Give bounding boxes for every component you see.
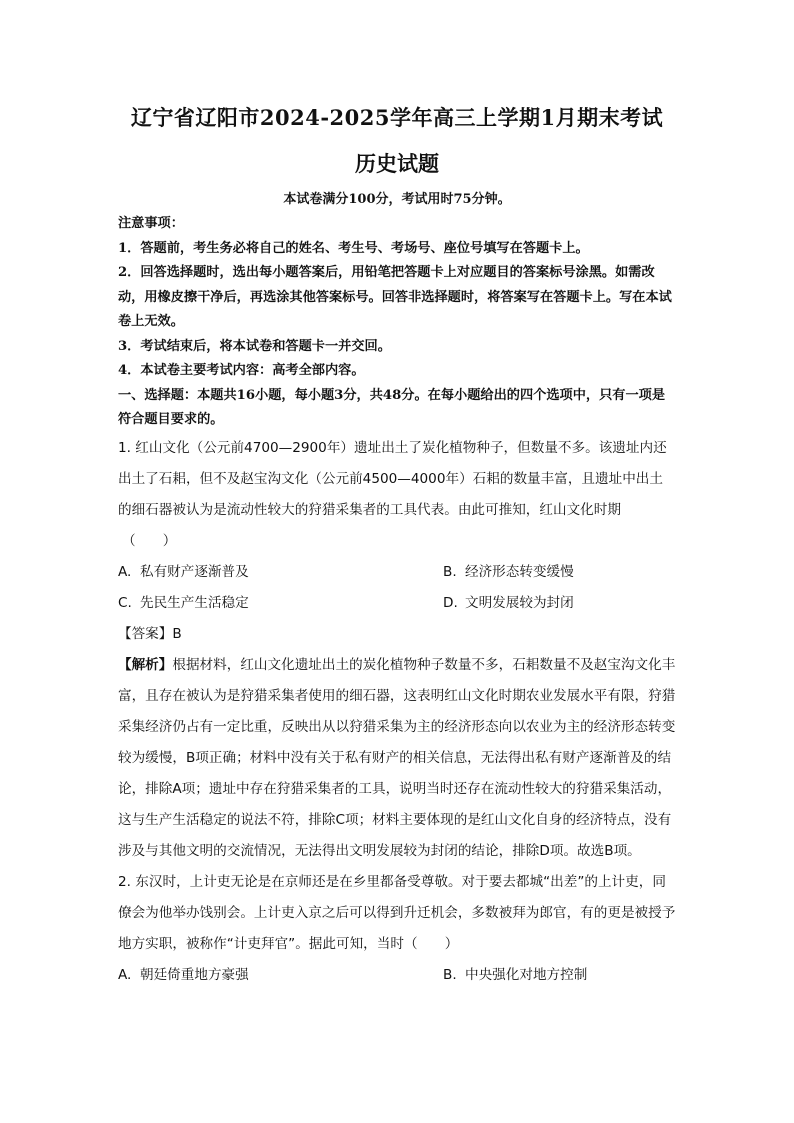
option-letter: A. [118, 966, 132, 983]
question-stem [118, 433, 676, 526]
option-text: 经济形态转变缓慢 [465, 563, 574, 580]
options-grid [118, 557, 676, 619]
exam-meta: 本试卷满分100分，考试用时75分钟。 [283, 192, 511, 207]
question-1 [118, 433, 676, 867]
question-stem-text: 1. 红山文化（公元前4700—2900年）遗址出土了炭化植物种子，但数量不多。该遗址内还出土了石耜，但不及赵宝沟文化（公元前4500—4000年）石耜的数量丰富，且遗址中出土的细石器被认为是流动性较大的狩猎采集者的工具代表。由此可推知，红山文化时期 [118, 439, 667, 518]
option-text: 私有财产逐渐普及 [140, 563, 249, 580]
notice-item: 2．回答选择题时，选出每小题答案后，用铅笔把答题卡上对应题目的答案标号涂黑。如需改动，用橡皮擦干净后，再选涂其他答案标号。回答非选择题时，将答案写在答题卡上。写在本试卷上无效。 [118, 265, 672, 329]
notice-heading: 注意事项： [118, 216, 184, 231]
analysis-text: 根据材料，红山文化遗址出土的炭化植物种子数量不多，石耜数量不及赵宝沟文化丰富，且存在被认为是狩猎采集者使用的细石器，这表明红山文化时期农业发展水平有限，狩猎采集经济仍占有一定比重，反映出从以狩猎采集为主的经济形态向以农业为主的经济形态转变较为缓慢，B项正确；材料中没有关于私有财产的相关信息，无法得出私有财产逐渐普及的结论，排除A项；遗址中存在狩猎采集者的工具，说明当时还存在流动性较大的狩猎采集活动，这与生产生活稳定的说法不符，排除C项；材料主要体现的是红山文化自身的经济特点，没有涉及与其他文明的交流情况，无法得出文明发展较为封闭的结论，排除D项。故选B项。 [118, 656, 676, 859]
answer-parentheses: （ ） [122, 532, 177, 549]
option-letter: D. [443, 594, 458, 611]
answer-line [118, 619, 676, 650]
notice-block [118, 212, 676, 384]
option-letter: B. [443, 563, 457, 580]
option-b [443, 557, 676, 588]
option-letter: B. [443, 966, 457, 983]
exam-page [118, 100, 676, 991]
analysis-paragraph [118, 650, 676, 867]
analysis-label: 【解析】 [118, 656, 173, 673]
option-c [118, 588, 443, 619]
option-text: 中央强化对地方控制 [465, 966, 588, 983]
answer-value: B [172, 625, 182, 642]
option-letter: C. [118, 594, 132, 611]
exam-subtitle: 历史试题 [355, 151, 439, 176]
section-heading: 一、选择题：本题共16小题，每小题3分，共48分。在每小题给出的四个选项中，只有一项是符合题目要求的。 [118, 387, 666, 427]
option-a [118, 557, 443, 588]
notice-item: 1．答题前，考生务必将自己的姓名、考生号、考场号、座位号填写在答题卡上。 [118, 240, 589, 256]
option-text: 朝廷倚重地方豪强 [140, 966, 249, 983]
question-2 [118, 867, 676, 991]
question-stem: 2. 东汉时，上计吏无论是在京师还是在乡里都备受尊敬。对于要去都城“出差”的上计吏，同僚会为他举办饯别会。上计吏入京之后可以得到升迁机会，多数被拜为郎官，有的更是被授予地方实职，被称作“计吏拜官”。据此可知，当时（ ） [118, 873, 676, 952]
notice-item: 3．考试结束后，将本试卷和答题卡一并交回。 [118, 338, 391, 354]
option-a [118, 960, 443, 991]
option-letter: A. [118, 563, 132, 580]
option-d [443, 588, 676, 619]
exam-title: 辽宁省辽阳市2024-2025学年高三上学期1月期末考试 [130, 105, 664, 130]
option-b [443, 960, 676, 991]
answer-label: 【答案】 [118, 625, 173, 642]
options-grid [118, 960, 676, 991]
notice-item: 4．本试卷主要考试内容：高考全部内容。 [118, 363, 365, 378]
option-text: 文明发展较为封闭 [465, 594, 574, 611]
option-text: 先民生产生活稳定 [140, 594, 249, 611]
